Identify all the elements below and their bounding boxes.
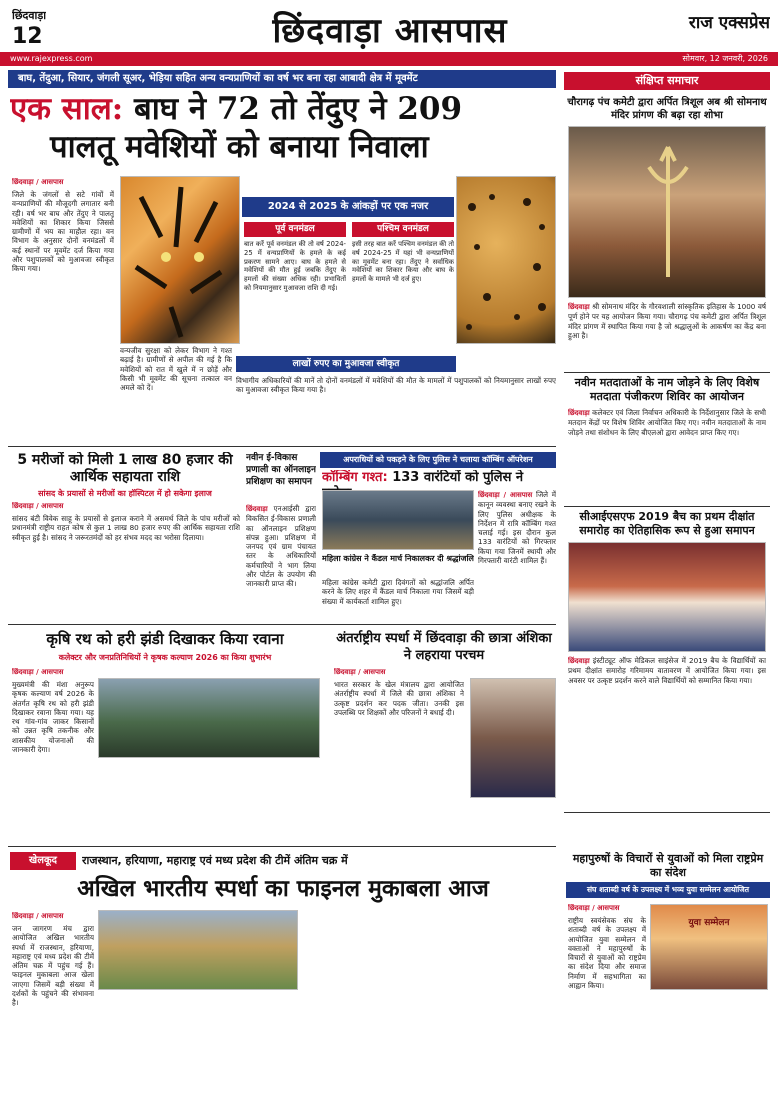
website-link[interactable]: www.rajexpress.com xyxy=(10,54,93,63)
leopard-photo xyxy=(456,176,556,344)
evikas-headline: नवीन ई-विकास प्रणाली का ऑनलाइन प्रशिक्षण का समापन xyxy=(246,453,316,487)
brief-body xyxy=(568,302,766,368)
patients-headline: 5 मरीजों को मिली 1 लाख 80 हजार की आर्थिक सहायता राशि xyxy=(17,452,233,485)
felicitation-body-text: इंस्टीट्यूट ऑफ मेडिकल साइंसेज में 2019 बैच के विद्यार्थियों का प्रथम दीक्षांत समारोह गरिमामय वातावरण में आयोजित किया गया। इस अवसर पर उत्कृष्ट प्रदर्शन करने वाले विद्यार्थियों को सम्मानित किया गया। xyxy=(568,656,766,685)
felicitation-body xyxy=(568,656,766,806)
tiger-stripes xyxy=(121,177,240,344)
evikas-body-text: एनआईसी द्वारा विकसित ई-विकास प्रणाली का ऑनलाइन प्रशिक्षण संपन्न हुआ। प्रशिक्षण में जनपद एवं ग्राम पंचायत स्तर के अधिकारियों कर्मचारियों ने भाग लिया और पोर्टल के उपयोग की जानकारी प्राप्त की। xyxy=(246,504,316,589)
stats-title: 2024 से 2025 के आंकड़ों पर एक नजर xyxy=(242,197,454,217)
lead-headline-2: पालतू मवेशियों को बनाया निवाला xyxy=(50,129,429,165)
masthead-bar xyxy=(0,52,778,66)
east-division-text: बात करें पूर्व वनमंडल की तो वर्ष 2024-25 में वन्यप्राणियों के हमले के कई प्रकरण सामने आए। बाघ के हमले से मवेशियों की मौत हुई जबकि तेंदुए के हमलों की संख्या अधिक रही। प्रभावितों को नियमानुसार मुआवजा राशि दी गई। xyxy=(244,240,346,292)
sports-team-photo xyxy=(98,910,298,990)
felicitation-byline: छिंदवाड़ा xyxy=(568,657,590,665)
voters-byline: छिंदवाड़ा xyxy=(568,409,590,417)
youth-subhead: संघ शताब्दी वर्ष के उपलक्ष्य में भव्य युवा सम्मेलन आयोजित xyxy=(566,882,770,898)
evikas-body xyxy=(246,504,316,620)
brief-headline: चौरागढ़ पंच कमेटी द्वारा अर्पित त्रिशूल अब श्री सोमनाथ मंदिर प्रांगण की बढ़ा रहा शोभा xyxy=(567,97,767,121)
brand-name: राज एक्सप्रेस xyxy=(688,13,770,33)
mahila-headline: महिला कांग्रेस ने कैंडल मार्च निकालकर दी श्रद्धांजलि xyxy=(322,554,474,563)
brief-body-text: श्री सोमनाथ मंदिर के गौरवशाली सांस्कृतिक इतिहास के 1000 वर्ष पूर्ण होने पर यह आयोजन किया गया। चौरागढ़ पंच कमेटी द्वारा अर्पित त्रिशूल मंदिर प्रांगण में स्थापित किया गया है जो श्रद्धालुओं के आकर्षण का केंद्र बना हुआ है। xyxy=(568,302,766,340)
masthead-city: छिंदवाड़ा xyxy=(12,9,47,22)
voters-headline: नवीन मतदाताओं के नाम जोड़ने के लिए विशेष मतदाता पंजीकरण शिविर का आयोजन xyxy=(574,376,760,403)
sports-headline: अखिल भारतीय स्पर्धा का फाइनल मुकाबला आज xyxy=(77,875,489,902)
leopard-spots xyxy=(457,177,556,344)
sports-byline: छिंदवाड़ा / आसपास xyxy=(12,912,64,920)
compensation-text: विभागीय अधिकारियों की मानें तो दोनों वनमंडलों में मवेशियों की मौत के मामलों में पशुपालकों को नियमानुसार लाखों रुपए का मुआवजा स्वीकृत किया गया है। xyxy=(236,376,556,395)
police-photo xyxy=(322,490,474,550)
youth-banner-text: युवा सम्मेलन xyxy=(688,918,730,928)
youth-event-photo xyxy=(650,904,768,990)
combing-headline-text: 133 वारंटियों को पुलिस ने xyxy=(392,470,524,485)
felicitation-headline: सीआईएसएफ 2019 बैच का प्रथम दीक्षांत समारोह का ऐतिहासिक रूप से हुआ समापन xyxy=(579,510,755,537)
lead-byline: छिंदवाड़ा / आसपास xyxy=(12,178,64,186)
krishi-byline: छिंदवाड़ा / आसपास xyxy=(12,668,64,676)
krishi-subhead: कलेक्टर और जनप्रतिनिधियों ने कृषक कल्याण 2026 का किया शुभारंभ xyxy=(58,653,272,662)
lead-headline-red: एक साल: xyxy=(10,91,124,127)
combing-kicker: अपराधियों को पकड़ने के लिए पुलिस ने चलाया कॉम्बिंग ऑपरेशन xyxy=(320,452,556,468)
youth-body: राष्ट्रीय स्वयंसेवक संघ के शताब्दी वर्ष के उपलक्ष्य में आयोजित युवा सम्मेलन में वक्ताओं ने महापुरुषों के विचारों से युवाओं को राष्ट्रप्रेम का संदेश दिया और समाज निर्माण में सहभागिता का आह्वान किया। xyxy=(568,916,646,991)
issue-date: सोमवार, 12 जनवरी, 2026 xyxy=(682,54,768,63)
sports-tag: खेलकूद xyxy=(10,852,76,870)
brief-byline: छिंदवाड़ा xyxy=(568,303,590,311)
convocation-photo xyxy=(568,542,766,652)
krishi-headline: कृषि रथ को हरी झंडी दिखाकर किया रवाना xyxy=(46,630,284,648)
voters-body-text: कलेक्टर एवं जिला निर्वाचन अधिकारी के निर्देशानुसार जिले के सभी मतदान केंद्रों पर विशेष शिविर आयोजित किए गए। नवीन मतदाताओं के नाम जोड़ने तथा संशोधन के लिए बीएलओ द्वारा आवेदन प्राप्त किए गए। xyxy=(568,408,766,437)
tiger-photo xyxy=(120,176,240,344)
krishi-rath-photo xyxy=(98,678,320,758)
west-division-text: इसी तरह बात करें पश्चिम वनमंडल की तो वर्ष 2024-25 में यहां भी वन्यप्राणियों का मूवमेंट बना रहा। तेंदुए ने सर्वाधिक मवेशियों का शिकार किया और बाघ के हमलों के मामले भी दर्ज हुए। xyxy=(352,240,454,284)
sports-kicker: राजस्थान, हरियाणा, महाराष्ट्र एवं मध्य प्रदेश की टीमें अंतिम चक्र में xyxy=(82,854,348,867)
combing-body-text: जिले में कानून व्यवस्था बनाए रखने के लिए पुलिस अधीक्षक के निर्देशन में रात्रि कॉम्बिंग गश्त चलाई गई। इस दौरान कुल 133 वारंटियों को गिरफ्तार किया गया जिनमें स्थायी और गिरफ्तारी वारंटी शामिल हैं। xyxy=(478,490,556,566)
anshika-headline: अंतर्राष्ट्रीय स्पर्धा में छिंदवाड़ा की छात्रा अंशिका ने लहराया परचम xyxy=(336,631,552,663)
compensation-title: लाखों रुपए का मुआवजा स्वीकृत xyxy=(236,356,456,372)
lead-headline xyxy=(10,90,556,166)
patients-byline: छिंदवाड़ा / आसपास xyxy=(12,502,64,510)
lead-kicker: बाघ, तेंदुआ, सियार, जंगली सूअर, भेड़िया सहित अन्य वन्यप्राणियों का वर्ष भर बना रहा आबादी क्षेत्र में मूवमेंट xyxy=(8,70,556,88)
patients-subhead: सांसद के प्रयासों से मरीजों का हॉस्पिटल में हो सकेगा इलाज xyxy=(38,489,212,498)
voters-body xyxy=(568,408,766,504)
lead-body-2: वन्यजीव सुरक्षा को लेकर विभाग ने गश्त बढ़ाई है। ग्रामीणों से अपील की गई है कि मवेशियों को रात में खुले में न छोड़ें और किसी भी मूवमेंट की सूचना तत्काल वन अमले को दें। xyxy=(120,346,232,393)
page-number: 12 xyxy=(12,24,43,49)
page-title: छिंदवाड़ा आसपास xyxy=(272,11,508,51)
youth-byline: छिंदवाड़ा / आसपास xyxy=(568,904,620,912)
combing-headline-red: कॉम्बिंग गश्त: xyxy=(322,470,388,485)
mahila-body: महिला कांग्रेस कमेटी द्वारा दिवंगतों को श्रद्धांजलि अर्पित करने के लिए शहर में कैंडल मार्च निकाला गया जिसमें बड़ी संख्या में कार्यकर्ता शामिल हुए। xyxy=(322,578,474,606)
anshika-body: भारत सरकार के खेल मंत्रालय द्वारा आयोजित अंतर्राष्ट्रीय स्पर्धा में जिले की छात्रा अंशिका ने उत्कृष्ट प्रदर्शन कर पदक जीता। उनकी इस उपलब्धि पर शिक्षकों और परिजनों ने बधाई दी। xyxy=(334,680,464,717)
lead-headline-1: बाघ ने 72 तो तेंदुए ने 209 xyxy=(134,91,463,127)
west-division-title: पश्चिम वनमंडल xyxy=(352,222,454,237)
anshika-photo xyxy=(470,678,556,798)
temple-trishul-photo xyxy=(568,126,766,298)
combing-byline: छिंदवाड़ा / आसपास xyxy=(478,491,533,499)
trishul-icon xyxy=(569,127,766,298)
patients-body: सांसद बंटी विवेक साहू के प्रयासों से इलाज कराने में असमर्थ जिले के पांच मरीजों को प्रधानमंत्री राष्ट्रीय राहत कोष से कुल 1 लाख 80 हजार रुपए की आर्थिक सहायता राशि स्वीकृत हुई है। सांसद ने जरूरतमंदों को हर संभव मदद का भरोसा दिलाया। xyxy=(12,514,240,542)
combing-body xyxy=(478,490,556,620)
evikas-byline: छिंदवाड़ा xyxy=(246,505,268,513)
sports-body: जन जागरण मंच द्वारा आयोजित अखिल भारतीय स्पर्धा में राजस्थान, हरियाणा, महाराष्ट्र एवं मध्य प्रदेश की टीमें अंतिम चक्र में पहुंच गई हैं। फाइनल मुकाबला आज खेला जाएगा जिसमें बड़ी संख्या में दर्शकों के पहुंचने की संभावना है। xyxy=(12,924,94,1008)
krishi-body: मुख्यमंत्री की मंशा अनुरूप कृषक कल्याण वर्ष 2026 के अंतर्गत कृषि रथ को हरी झंडी दिखाकर रवाना किया गया। यह रथ गांव-गांव जाकर किसानों को उन्नत कृषि तकनीक और शासकीय योजनाओं की जानकारी देगा। xyxy=(12,680,94,755)
youth-headline: महापुरुषों के विचारों से युवाओं को मिला राष्ट्रप्रेम का संदेश xyxy=(572,852,764,879)
brief-tag: संक्षिप्त समाचार xyxy=(564,72,770,90)
lead-body-1: जिले के जंगलों से सटे गांवों में वन्यप्राणियों की मौजूदगी लगातार बनी रही। वर्ष भर बाघ और तेंदुए ने पालतू मवेशियों का शिकार किया जिससे ग्रामीणों में भय का माहौल रहा। वन विभाग के अनुसार दोनों वनमंडलों में कई स्थानों पर मूवमेंट दर्ज किया गया और पशुपालकों को मुआवजा स्वीकृत किया गया। xyxy=(12,190,114,274)
east-division-title: पूर्व वनमंडल xyxy=(244,222,346,237)
anshika-byline: छिंदवाड़ा / आसपास xyxy=(334,668,386,676)
